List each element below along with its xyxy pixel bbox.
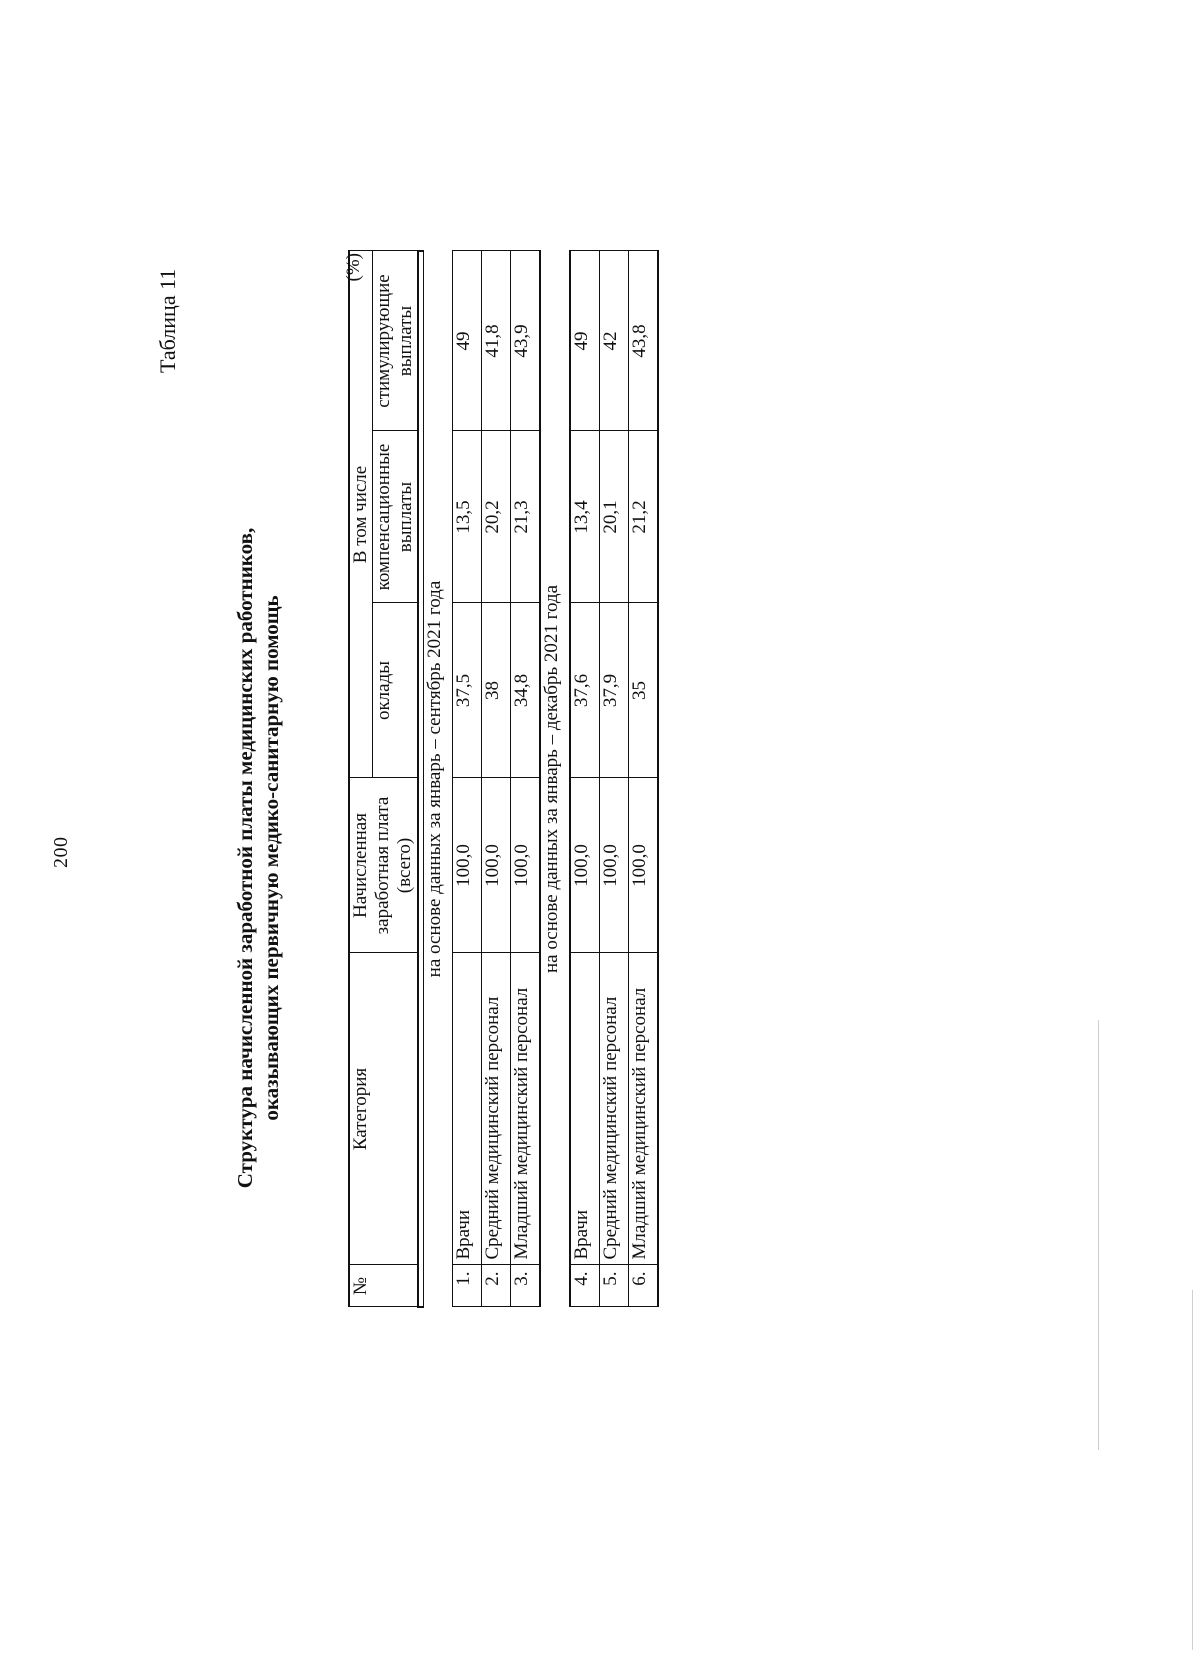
row-compensation: 20,1 [600,431,629,603]
section-caption-text: на основе данных за январь – декабрь 2021 года [540,251,570,1307]
row-salaries: 38 [482,603,511,778]
row-total: 100,0 [482,778,511,953]
row-category: Средний медицинский персонал [600,953,629,1265]
row-compensation: 20,2 [482,431,511,603]
page-number: 200 [50,836,72,868]
table-row [629,251,659,1307]
scan-artifact [1192,1290,1193,1650]
header-including: В том числе [349,251,373,778]
row-category: Младший медицинский персонал [629,953,659,1265]
table-row [453,251,482,1307]
row-salaries: 37,9 [600,603,629,778]
row-total: 100,0 [600,778,629,953]
row-salaries: 34,8 [511,603,541,778]
header-incentive: стимулирующие выплаты [373,251,419,431]
row-salaries: 35 [629,603,659,778]
section-caption-1 [424,251,453,1307]
row-compensation: 21,3 [511,431,541,603]
table-row [570,251,600,1307]
row-incentive: 41,8 [482,251,511,431]
row-number: 4. [570,1265,600,1307]
section-caption-2 [540,251,570,1307]
row-total: 100,0 [629,778,659,953]
row-total: 100,0 [570,778,600,953]
row-incentive: 43,9 [511,251,541,431]
header-num: № [349,1265,418,1307]
row-category: Младший медицинский персонал [511,953,541,1265]
row-number: 5. [600,1265,629,1307]
row-compensation: 13,4 [570,431,600,603]
row-number: 1. [453,1265,482,1307]
row-number: 6. [629,1265,659,1307]
row-total: 100,0 [453,778,482,953]
header-category: Категория [349,953,418,1265]
row-compensation: 21,2 [629,431,659,603]
row-category: Врачи [570,953,600,1265]
row-incentive: 49 [453,251,482,431]
table-row [600,251,629,1307]
row-number: 3. [511,1265,541,1307]
table-title [232,408,284,1308]
salary-structure-table [348,250,659,1308]
row-compensation: 13,5 [453,431,482,603]
table-row [511,251,541,1307]
row-salaries: 37,6 [570,603,600,778]
row-number: 2. [482,1265,511,1307]
row-salaries: 37,5 [453,603,482,778]
table-label: Таблица 11 [155,268,180,373]
row-category: Средний медицинский персонал [482,953,511,1265]
section-caption-text: на основе данных за январь – сентябрь 2021 года [424,251,453,1307]
row-total: 100,0 [511,778,541,953]
unit-label: (%) [343,253,364,282]
table-row [482,251,511,1307]
row-category: Врачи [453,953,482,1265]
header-row-1 [349,251,373,1307]
title-line-2: оказывающих первичную медико-санитарную помощь [259,595,283,1121]
row-incentive: 42 [600,251,629,431]
header-compensation: компенсационные выплаты [373,431,419,603]
row-incentive: 43,8 [629,251,659,431]
scan-artifact [1098,1020,1099,1450]
row-incentive: 49 [570,251,600,431]
title-line-1: Структура начисленной заработной платы медицинских работников, [233,527,257,1189]
header-salaries: оклады [373,603,419,778]
header-total: Начисленная заработная плата (всего) [349,778,418,953]
